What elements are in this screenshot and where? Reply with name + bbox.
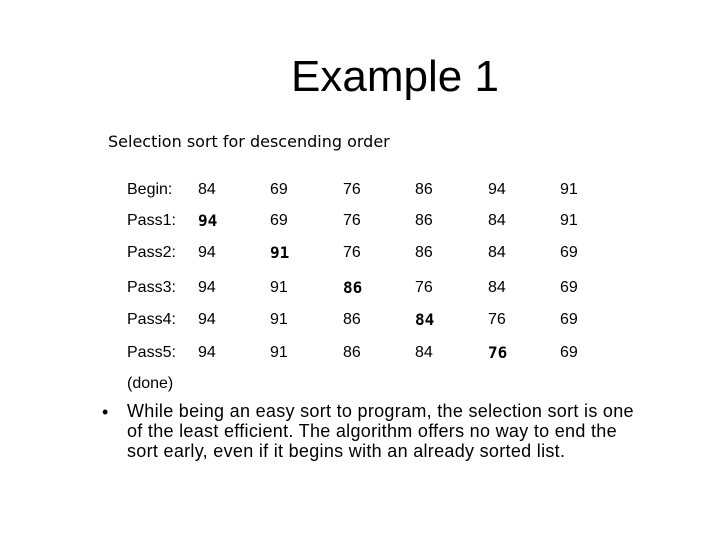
table-cell: 94 <box>198 344 216 361</box>
table-cell: 69 <box>560 344 578 361</box>
bullet-marker: • <box>102 402 109 422</box>
table-cell: 94 <box>198 211 218 230</box>
table-cell: 86 <box>415 212 433 229</box>
table-cell: 84 <box>415 310 435 329</box>
table-cell: 84 <box>415 344 433 361</box>
table-cell: 91 <box>560 181 578 198</box>
table-cell: 91 <box>270 311 288 328</box>
table-cell: 94 <box>198 311 216 328</box>
table-cell: 84 <box>488 279 506 296</box>
table-cell: 86 <box>415 181 433 198</box>
table-cell: 84 <box>488 212 506 229</box>
done-label: (done) <box>127 375 174 392</box>
table-cell: 76 <box>343 181 361 198</box>
table-cell: 69 <box>560 244 578 261</box>
row-label: Pass2: <box>127 244 176 261</box>
bullet-text: While being an easy sort to program, the selection sort is one of the least efficient. The algorithm offers no way to end the sort early, even if it begins with an already sorted list. <box>127 401 634 461</box>
slide-subtitle: Selection sort for descending order <box>108 132 390 151</box>
row-label: Pass1: <box>127 212 176 229</box>
row-label: Begin: <box>127 181 173 198</box>
table-cell: 91 <box>270 279 288 296</box>
table-cell: 84 <box>198 181 216 198</box>
table-cell: 86 <box>343 344 361 361</box>
row-label: Pass3: <box>127 279 176 296</box>
table-cell: 94 <box>198 279 216 296</box>
table-cell: 69 <box>270 181 288 198</box>
table-cell: 91 <box>560 212 578 229</box>
table-cell: 94 <box>488 181 506 198</box>
table-cell: 86 <box>343 278 363 297</box>
table-cell: 76 <box>343 244 361 261</box>
table-cell: 86 <box>343 311 361 328</box>
table-cell: 76 <box>488 311 506 328</box>
table-cell: 69 <box>560 311 578 328</box>
table-cell: 69 <box>270 212 288 229</box>
table-cell: 76 <box>488 343 508 362</box>
slide-title: Example 1 <box>291 52 499 101</box>
table-cell: 76 <box>343 212 361 229</box>
row-label: Pass5: <box>127 344 176 361</box>
table-cell: 91 <box>270 344 288 361</box>
table-cell: 86 <box>415 244 433 261</box>
row-label: Pass4: <box>127 311 176 328</box>
table-cell: 69 <box>560 279 578 296</box>
table-cell: 84 <box>488 244 506 261</box>
table-cell: 91 <box>270 243 290 262</box>
table-cell: 94 <box>198 244 216 261</box>
table-cell: 76 <box>415 279 433 296</box>
